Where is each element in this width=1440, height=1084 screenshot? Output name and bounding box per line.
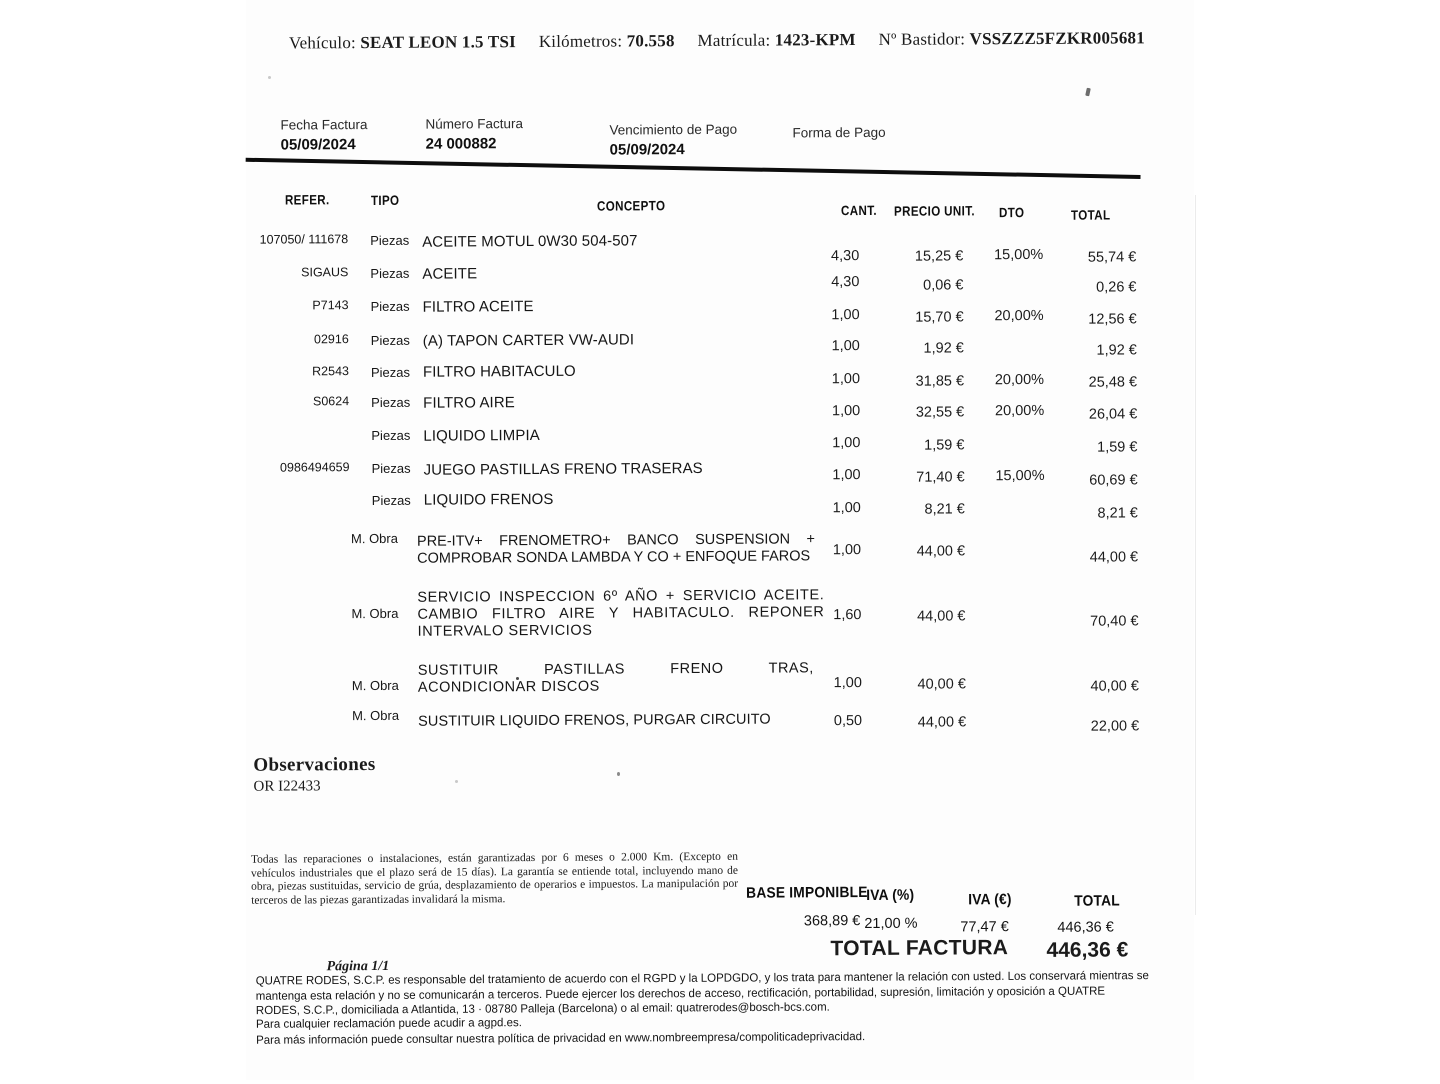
- table-row-refer: S0624: [199, 394, 349, 409]
- invoice-number-block: [425, 116, 523, 153]
- km-value: 70.558: [627, 31, 675, 50]
- table-row-tipo: Piezas: [371, 395, 410, 410]
- table-row-cant: 4,30: [791, 248, 859, 264]
- table-row-cant: 4,30: [791, 274, 859, 290]
- table-row-precio: 1,92 €: [879, 340, 964, 357]
- vin-value: VSSZZZ5FZKR005681: [970, 28, 1145, 48]
- table-row-precio: 8,21 €: [880, 501, 965, 518]
- warranty-text: Todas las reparaciones o instalaciones, están garantizadas por 6 meses o 2.000 Km. (Excepto en vehículos industriales que el plazo será de 15 días). La garantía se entiende total, incluyendo mano de obra, piezas sustituidas, servicio de grúa, desplazamiento de operarios e impuestos. La manipulación por terceros de las piezas garantizadas invalidará la misma.: [251, 851, 738, 908]
- table-row-tipo: Piezas: [370, 233, 409, 248]
- table-row-concepto: JUEGO PASTILLAS FRENO TRASERAS: [424, 460, 703, 479]
- table-row-cant: 1,00: [792, 338, 860, 354]
- total-factura-value: 446,36 €: [1046, 938, 1128, 962]
- base-imponible-label: BASE IMPONIBLE: [746, 884, 868, 902]
- page-number: Página 1/1: [327, 959, 390, 975]
- table-row-tipo: Piezas: [371, 365, 410, 380]
- column-header-refer: REFER.: [285, 192, 330, 207]
- table-row-total: 1,59 €: [1061, 439, 1137, 455]
- table-row-tipo: M. Obra: [352, 708, 399, 723]
- table-row-cant: 1,00: [793, 542, 861, 558]
- table-row-concepto: LIQUIDO FRENOS: [424, 491, 554, 509]
- column-header-concepto: CONCEPTO: [597, 198, 665, 213]
- total-factura-label: TOTAL FACTURA: [830, 936, 1008, 961]
- table-row-tipo: Piezas: [371, 428, 410, 443]
- table-row-cant: 1,00: [793, 467, 861, 483]
- table-row-concepto: SUSTITUIR LIQUIDO FRENOS, PURGAR CIRCUITO: [418, 712, 771, 730]
- observations-title: Observaciones: [253, 754, 375, 777]
- table-row-total: 44,00 €: [1062, 549, 1138, 565]
- invoice-number-value: 24 000882: [426, 135, 524, 153]
- gdpr-paragraph-2: Para cualquier reclamación puede acudir a agpd.es.: [256, 1012, 1151, 1032]
- table-row-concepto: (A) TAPON CARTER VW-AUDI: [423, 331, 634, 349]
- table-row-total: 22,00 €: [1063, 718, 1139, 734]
- table-row-tipo: Piezas: [371, 299, 410, 314]
- table-row-concepto: SUSTITUIR PASTILLAS FRENO TRAS, ACONDICIONAR DISCOS: [418, 660, 814, 696]
- table-row-dto: 15,00%: [975, 468, 1045, 484]
- table-row-concepto: ACEITE MOTUL 0W30 504-507: [422, 232, 637, 250]
- plate-value: 1423-KPM: [775, 30, 856, 49]
- table-row-tipo: Piezas: [372, 461, 411, 476]
- vehicle-header-line: [289, 28, 1145, 53]
- invoice-date-label: Fecha Factura: [280, 117, 367, 133]
- iva-percent-value: 21,00 %: [864, 916, 936, 932]
- iva-euro-value: 77,47 €: [960, 919, 1030, 935]
- table-row-tipo: Piezas: [370, 266, 409, 281]
- table-row-refer: 02916: [199, 332, 349, 347]
- gdpr-paragraph-3: Para más información puede consultar nuestra política de privacidad en www.nombreempresa/compoliticadeprivacidad.: [256, 1028, 1151, 1048]
- table-row-dto: 20,00%: [974, 372, 1044, 388]
- table-row-precio: 44,00 €: [880, 543, 965, 560]
- due-date-label: Vencimiento de Pago: [609, 122, 737, 138]
- table-row-cant: 1,00: [792, 307, 860, 323]
- table-row-total: 0,26 €: [1060, 279, 1136, 295]
- table-row-total: 12,56 €: [1061, 311, 1137, 327]
- table-row-total: 1,92 €: [1061, 342, 1137, 358]
- table-row-concepto: LIQUIDO LIMPIA: [423, 427, 540, 445]
- table-row-total: 60,69 €: [1062, 472, 1138, 488]
- table-row-total: 70,40 €: [1062, 613, 1138, 629]
- table-row-tipo: Piezas: [372, 493, 411, 508]
- gdpr-paragraph-1: QUATRE RODES, S.C.P. es responsable del tratamiento de acuerdo con el RGPD y la LOPDGDO, y los trata para mantener la relación con usted. Los conservará mientras se mantenga esta relación y no se comunicarán a terceros. Puede ejercer los derechos de acceso, rectificación, portabilidad, supresión, limitación y oposición a QUATRE RODES, S.C.P., domiciliada a Atlantida, 13 · 08780 Palleja (Barcelona) o al email: quatrerodes@bosch-bcs.com.: [256, 969, 1151, 1019]
- table-row-cant: 0,50: [794, 713, 862, 729]
- vehicle-value: SEAT LEON 1.5 TSI: [360, 32, 516, 52]
- table-row-tipo: M. Obra: [352, 678, 399, 693]
- payment-method-block: [792, 125, 885, 145]
- table-row-total: 25,48 €: [1061, 374, 1137, 390]
- column-header-cant: CANT.: [841, 203, 877, 218]
- vin-label: Nº Bastidor:: [879, 29, 966, 49]
- due-date-value: 05/09/2024: [610, 141, 738, 159]
- table-row-concepto: FILTRO AIRE: [423, 394, 515, 412]
- column-header-precio: PRECIO UNIT.: [894, 203, 975, 218]
- due-date-block: [609, 122, 737, 159]
- table-row-precio: 31,85 €: [879, 373, 964, 390]
- table-row-dto: 20,00%: [974, 403, 1044, 419]
- table-row-refer: P7143: [199, 298, 349, 313]
- table-row-precio: 71,40 €: [880, 469, 965, 486]
- table-row-dto: 15,00%: [973, 247, 1043, 263]
- km-label: Kilómetros:: [539, 31, 623, 51]
- table-row-dto: 20,00%: [974, 308, 1044, 324]
- table-row-concepto: FILTRO ACEITE: [423, 298, 534, 316]
- table-row-total: 8,21 €: [1062, 505, 1138, 521]
- table-row-total: 40,00 €: [1063, 678, 1139, 694]
- invoice-date-value: 05/09/2024: [281, 136, 368, 154]
- table-row-concepto: PRE-ITV+ FRENOMETRO+ BANCO SUSPENSION + COMPROBAR SONDA LAMBDA Y CO + ENFOQUE FAROS: [417, 531, 815, 567]
- table-row-cant: 1,60: [793, 607, 861, 623]
- table-row-total: 26,04 €: [1061, 406, 1137, 422]
- table-row-precio: 44,00 €: [881, 714, 966, 731]
- table-row-cant: 1,00: [794, 675, 862, 691]
- invoice-number-label: Número Factura: [425, 116, 523, 132]
- table-row-precio: 32,55 €: [879, 404, 964, 421]
- payment-method-label: Forma de Pago: [792, 125, 885, 141]
- table-row-tipo: Piezas: [371, 333, 410, 348]
- table-row-cant: 1,00: [792, 435, 860, 451]
- table-row-precio: 1,59 €: [879, 437, 964, 454]
- table-row-precio: 40,00 €: [881, 676, 966, 693]
- table-row-refer: [199, 427, 349, 428]
- table-row-refer: [200, 492, 350, 493]
- table-row-refer: R2543: [199, 364, 349, 379]
- table-row-cant: 1,00: [792, 403, 860, 419]
- table-row-cant: 1,00: [792, 371, 860, 387]
- observations-value: OR I22433: [253, 778, 320, 795]
- table-row-concepto: ACEITE: [422, 265, 477, 282]
- totals-total-value: 446,36 €: [1057, 919, 1137, 935]
- table-row-refer: 0986494659: [200, 460, 350, 475]
- table-row-refer: SIGAUS: [198, 265, 348, 280]
- header-separator-rule: [246, 158, 1141, 179]
- table-row-precio: 44,00 €: [880, 608, 965, 625]
- iva-euro-label: IVA (€): [968, 891, 1012, 908]
- column-header-dto: DTO: [999, 205, 1024, 220]
- iva-percent-label: IVA (%): [866, 887, 914, 904]
- table-row-precio: 15,70 €: [879, 309, 964, 326]
- table-row-tipo: M. Obra: [351, 606, 398, 621]
- table-row-precio: 15,25 €: [878, 248, 963, 265]
- table-row-cant: 1,00: [793, 500, 861, 516]
- payment-method-value: [793, 144, 886, 145]
- base-imponible-value: 368,89 €: [778, 913, 860, 930]
- table-row-tipo: M. Obra: [351, 531, 398, 546]
- column-header-total: TOTAL: [1071, 207, 1110, 222]
- vehicle-label: Vehículo:: [289, 33, 356, 52]
- totals-total-label: TOTAL: [1074, 892, 1120, 909]
- table-row-concepto: FILTRO HABITACULO: [423, 363, 576, 381]
- plate-label: Matrícula:: [697, 31, 770, 50]
- invoice-date-block: [280, 117, 367, 154]
- table-row-precio: 0,06 €: [878, 277, 963, 294]
- table-row-concepto: SERVICIO INSPECCION 6º AÑO + SERVICIO ACEITE. CAMBIO FILTRO AIRE Y HABITACULO. REPONER INTERVALO SERVICIOS: [417, 587, 824, 640]
- column-header-tipo: TIPO: [371, 193, 400, 208]
- table-row-refer: 107050/ 111678: [198, 232, 348, 247]
- table-row-total: 55,74 €: [1060, 249, 1136, 265]
